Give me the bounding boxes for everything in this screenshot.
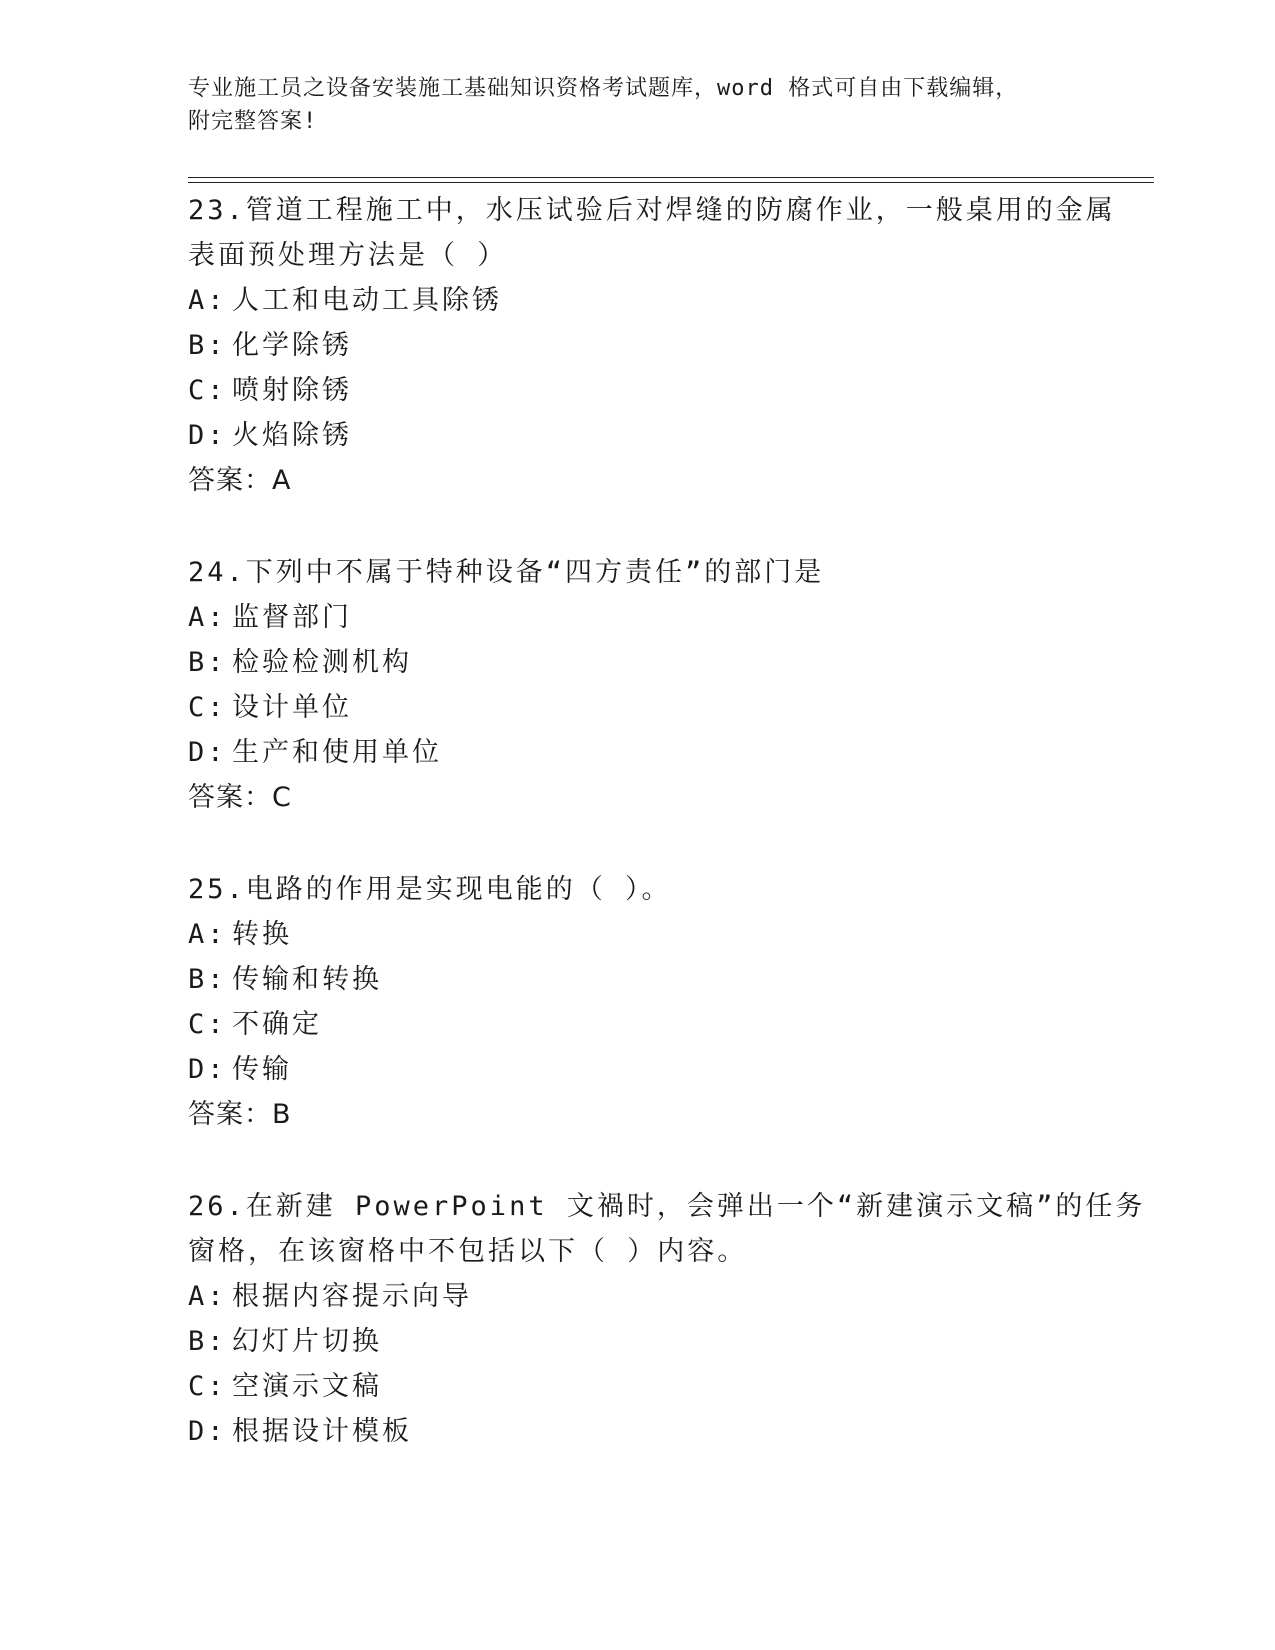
question-stem-line-1: 25.电路的作用是实现电能的（ ）。 [188, 874, 672, 905]
option-b [188, 957, 1148, 1002]
option-d [188, 730, 1148, 775]
option-c [188, 1002, 1148, 1047]
option-letter: B: [188, 964, 227, 995]
option-text: 传输 [232, 1054, 292, 1085]
option-text: 喷射除锈 [232, 375, 352, 406]
answer-text: 答案：B [188, 1099, 292, 1130]
option-c [188, 368, 1148, 413]
option-letter: B: [188, 647, 227, 678]
option-text: 人工和电动工具除锈 [232, 285, 502, 316]
option-d [188, 1409, 1148, 1454]
option-text: 幻灯片切换 [232, 1326, 382, 1357]
document-header [188, 72, 1088, 138]
option-letter: D: [188, 1416, 227, 1447]
question-23 [188, 188, 1148, 504]
option-letter: D: [188, 420, 227, 451]
question-stem-line-2: 表面预处理方法是（ ） [188, 240, 508, 271]
option-letter: C: [188, 1009, 227, 1040]
option-letter: B: [188, 1326, 227, 1357]
option-c [188, 685, 1148, 730]
option-a [188, 278, 1148, 323]
option-a [188, 1274, 1148, 1319]
option-letter: C: [188, 1371, 227, 1402]
option-letter: A: [188, 602, 227, 633]
option-c [188, 1364, 1148, 1409]
question-24 [188, 550, 1148, 821]
option-letter: C: [188, 692, 227, 723]
question-stem-line-2: 窗格，在该窗格中不包括以下（ ）内容。 [188, 1236, 748, 1267]
question-25 [188, 867, 1148, 1138]
option-b [188, 1319, 1148, 1364]
option-letter: A: [188, 919, 227, 950]
option-text: 根据内容提示向导 [232, 1281, 472, 1312]
header-line-2: 附完整答案! [188, 109, 318, 134]
option-text: 转换 [232, 919, 292, 950]
question-stem-line-1: 23.管道工程施工中，水压试验后对焊缝的防腐作业，一般桌用的金属 [188, 195, 1116, 226]
option-text: 监督部门 [232, 602, 352, 633]
option-text: 检验检测机构 [232, 647, 412, 678]
option-text: 传输和转换 [232, 964, 382, 995]
option-d [188, 1047, 1148, 1092]
option-letter: D: [188, 737, 227, 768]
question-26 [188, 1184, 1148, 1454]
option-letter: B: [188, 330, 227, 361]
question-stem-line-1: 26.在新建 PowerPoint 文禍时，会弹出一个“新建演示文稿”的任务 [188, 1191, 1146, 1222]
option-letter: A: [188, 285, 227, 316]
question-list [188, 188, 1148, 1500]
header-line-1: 专业施工员之设备安装施工基础知识资格考试题库，word 格式可自由下载编辑， [188, 76, 1019, 101]
option-d [188, 413, 1148, 458]
option-text: 根据设计模板 [232, 1416, 412, 1447]
question-stem-line-1: 24.下列中不属于特种设备“四方责任”的部门是 [188, 557, 825, 588]
header-divider-top [188, 177, 1154, 178]
option-b [188, 640, 1148, 685]
option-text: 生产和使用单位 [232, 737, 442, 768]
option-b [188, 323, 1148, 368]
answer-text: 答案：A [188, 465, 292, 496]
option-letter: C: [188, 375, 227, 406]
option-text: 火焰除锈 [232, 420, 352, 451]
option-a [188, 595, 1148, 640]
option-text: 化学除锈 [232, 330, 352, 361]
header-divider-bottom [188, 182, 1154, 183]
option-text: 设计单位 [232, 692, 352, 723]
option-letter: D: [188, 1054, 227, 1085]
option-a [188, 912, 1148, 957]
option-text: 不确定 [232, 1009, 322, 1040]
option-letter: A: [188, 1281, 227, 1312]
answer-text: 答案：C [188, 782, 292, 813]
option-text: 空演示文稿 [232, 1371, 382, 1402]
